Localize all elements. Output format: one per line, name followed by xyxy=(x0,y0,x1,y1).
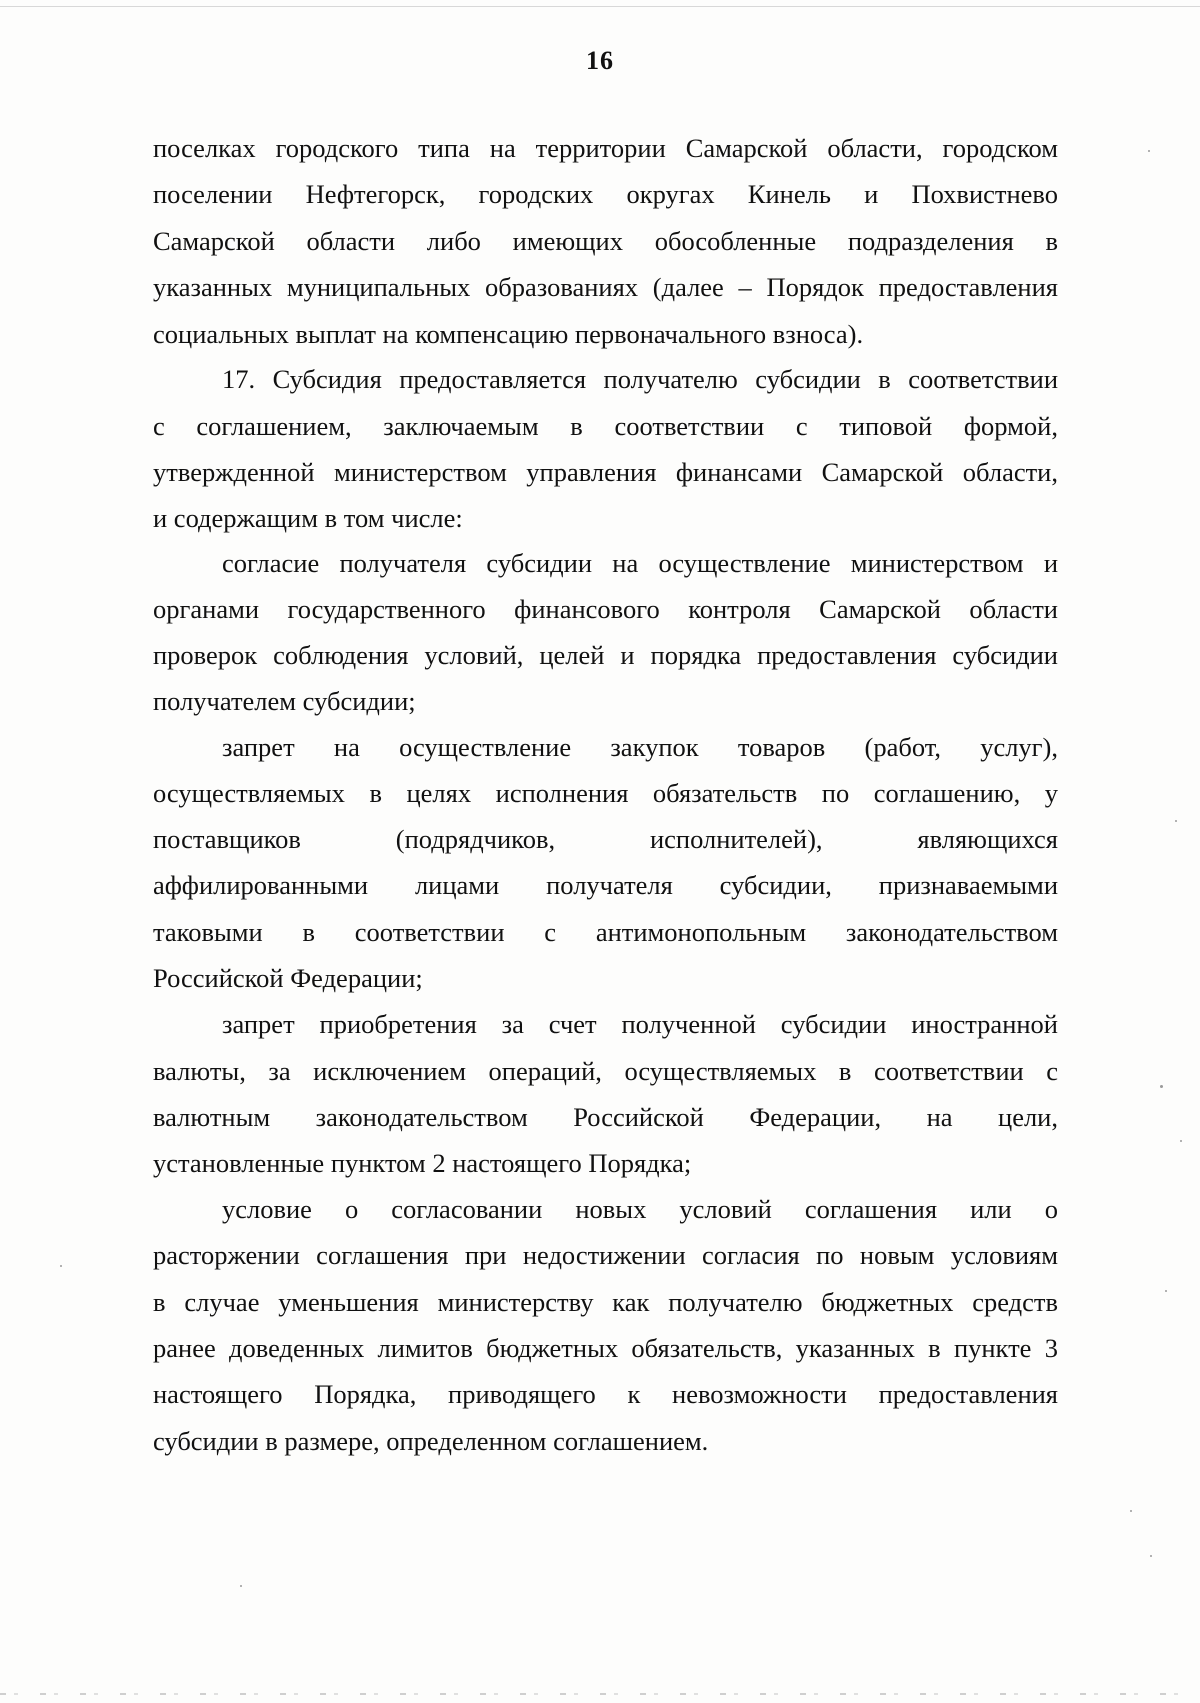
scan-speck xyxy=(1175,820,1177,822)
scan-speck xyxy=(1130,1510,1132,1512)
text-line: таковыми в соответствии с антимонопольным законодательством xyxy=(153,917,1058,947)
page-number: 16 xyxy=(586,46,614,75)
text-line: указанных муниципальных образованиях (далее – Порядок предоставления xyxy=(153,272,1058,302)
text-line: аффилированными лицами получателя субсидии, признаваемыми xyxy=(153,870,1058,900)
scan-edge xyxy=(0,6,1200,7)
text-line: ранее доведенных лимитов бюджетных обязательств, указанных в пункте 3 xyxy=(153,1333,1058,1363)
text-line: запрет на осуществление закупок товаров (работ, услуг), xyxy=(222,732,1058,762)
text-line: социальных выплат на компенсацию первоначального взноса). xyxy=(153,319,864,349)
text-line: поселении Нефтегорск, городских округах Кинель и Похвистнево xyxy=(153,179,1058,209)
scan-noise xyxy=(0,1693,1200,1695)
scan-speck xyxy=(1165,1290,1167,1292)
text-line: субсидии в размере, определенном соглашением. xyxy=(153,1426,709,1456)
text-line: утвержденной министерством управления финансами Самарской области, xyxy=(153,457,1058,487)
text-line: Самарской области либо имеющих обособленные подразделения в xyxy=(153,226,1058,256)
text-line: получателем субсидии; xyxy=(153,686,416,716)
text-line: проверок соблюдения условий, целей и порядка предоставления субсидии xyxy=(153,640,1058,670)
text-line: 17. Субсидия предоставляется получателю субсидии в соответствии xyxy=(222,364,1058,394)
text-line: настоящего Порядка, приводящего к невозможности предоставления xyxy=(153,1379,1058,1409)
text-line: поселках городского типа на территории Самарской области, городском xyxy=(153,133,1058,163)
scan-speck xyxy=(1180,1140,1182,1142)
scan-speck xyxy=(240,1585,242,1587)
scan-speck xyxy=(60,1265,62,1267)
text-line: расторжении соглашения при недостижении согласия по новым условиям xyxy=(153,1240,1058,1270)
scan-speck xyxy=(1148,150,1150,152)
text-line: условие о согласовании новых условий соглашения или о xyxy=(222,1194,1058,1224)
text-line: и содержащим в том числе: xyxy=(153,503,463,533)
text-line: валюты, за исключением операций, осуществляемых в соответствии с xyxy=(153,1056,1058,1086)
scan-speck xyxy=(1160,1085,1163,1088)
text-line: поставщиков (подрядчиков, исполнителей), являющихся xyxy=(153,824,1058,854)
text-line: установленные пунктом 2 настоящего Порядка; xyxy=(153,1148,692,1178)
text-line: Российской Федерации; xyxy=(153,963,423,993)
text-line: органами государственного финансового контроля Самарской области xyxy=(153,594,1058,624)
text-line: с соглашением, заключаемым в соответствии с типовой формой, xyxy=(153,411,1058,441)
text-line: осуществляемых в целях исполнения обязательств по соглашению, у xyxy=(153,778,1058,808)
text-line: валютным законодательством Российской Федерации, на цели, xyxy=(153,1102,1058,1132)
scan-speck xyxy=(1150,1555,1152,1557)
text-line: согласие получателя субсидии на осуществление министерством и xyxy=(222,548,1058,578)
text-line: в случае уменьшения министерству как получателю бюджетных средств xyxy=(153,1287,1058,1317)
text-line: запрет приобретения за счет полученной субсидии иностранной xyxy=(222,1009,1058,1039)
